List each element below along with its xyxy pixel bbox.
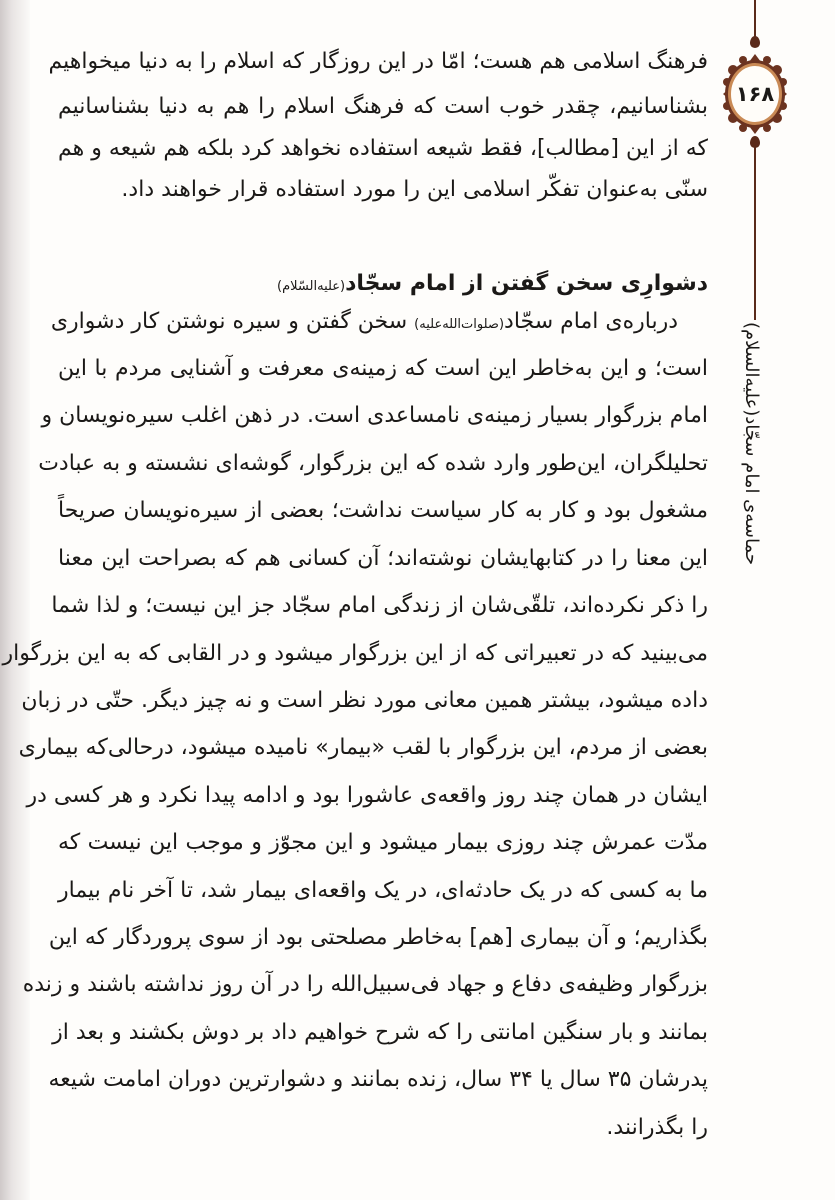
text-line: را بگذرانند. — [606, 1115, 708, 1140]
page-number-badge — [721, 52, 789, 136]
text-line: ایشان در همان چند روز واقعه‌ی عاشورا بود و ادامه پیدا نکرد و هر کسی در — [26, 783, 708, 808]
text-line: بزرگوار وظیفه‌ی دفاع و جهاد فی‌سبیل‌الله را در آن روز نداشته باشند و زنده — [22, 972, 708, 997]
margin-rule-bottom — [754, 140, 756, 320]
first-line-honorific: (صلوات‌الله‌علیه) — [414, 317, 505, 332]
margin-rule-top — [754, 0, 756, 40]
running-title: حماسه‌ی امام سجّاد(علیه‌السلام) — [741, 322, 762, 566]
text-line: مشغول بود و کار به کار سیاست نداشت؛ بعضی از سیره‌نویسان صریحاً — [58, 498, 708, 523]
first-line-start: درباره‌ی امام سجّاد — [504, 309, 678, 334]
text-line: بگذاریم؛ و آن بیماری [هم] به‌خاطر مصلحتی بود از سوی پروردگار که این — [48, 925, 708, 950]
page-number: ۱۶۸ — [735, 82, 775, 106]
text-line: بعضی از مردم، این بزرگوار با لقب «بیمار» نامیده میشود، درحالی‌که بیماری — [18, 735, 708, 760]
text-line: این معنا را در کتابهایشان نوشته‌اند؛ آن کسانی هم که بصراحت این معنا — [58, 546, 708, 571]
text-line: را ذکر نکرده‌اند، تلقّی‌شان از زندگی امام سجّاد جز این نیست؛ و لذا شما — [51, 593, 708, 618]
section-heading — [277, 266, 708, 305]
text-line-first — [50, 303, 678, 341]
section-heading-honorific: (علیه‌السّلام) — [277, 279, 346, 294]
text-line: که از این [مطالب]، فقط شیعه استفاده نخواهد کرد بلکه هم شیعه و هم — [58, 136, 708, 161]
text-line: امام بزرگوار بسیار زمینه‌ی نامساعدی است. در ذهن اغلب سیره‌نویسان و — [41, 403, 708, 428]
text-line: بشناسانیم، چقدر خوب است که فرهنگ اسلام را هم به دنیا بشناسانیم — [58, 94, 708, 119]
ornament-drop-top — [750, 36, 760, 48]
text-line: است؛ و این به‌خاطر این است که زمینه‌ی معرفت و آشنایی مردم با این — [58, 356, 708, 381]
page-binding-shadow — [0, 0, 30, 1200]
text-line: می‌بینید که در تعبیراتی که از این بزرگوار میشود و در القابی که به این بزرگوار — [2, 641, 708, 666]
text-line: تحلیلگران، این‌طور وارد شده که این بزرگوار، گوشه‌ای نشسته و به عبادت — [38, 451, 708, 476]
text-line: داده میشود، بیشتر همین معانی مورد نظر است و نه چیز دیگر. حتّی در زبان — [21, 688, 708, 713]
first-line-rest: سخن گفتن و سیره نوشتن کار دشواری — [50, 309, 415, 334]
text-line: ما به کسی که در یک حادثه‌ای، در یک واقعه‌ای بیمار شد، تا آخر نام بیمار — [58, 878, 708, 903]
text-line: فرهنگ اسلامی هم هست؛ امّا در این روزگار که اسلام را به دنیا میخواهیم — [48, 49, 708, 74]
text-line: بمانند و بار سنگین امانتی را که شرح خواهیم داد بر دوش بکشند و بعد از — [52, 1020, 708, 1045]
text-line: مدّت عمرش چند روزی بیمار میشود و این مجوّز و موجب این نیست که — [58, 830, 708, 855]
text-line: سنّی به‌عنوان تفکّر اسلامی این را مورد استفاده قرار خواهند داد. — [121, 177, 708, 202]
section-heading-text: دشوارِی سخن گفتن از امام سجّاد — [345, 271, 708, 296]
text-line: پدرشان ۳۵ سال یا ۳۴ سال، زنده بمانند و دشوارترین دوران امامت شیعه — [48, 1067, 708, 1092]
